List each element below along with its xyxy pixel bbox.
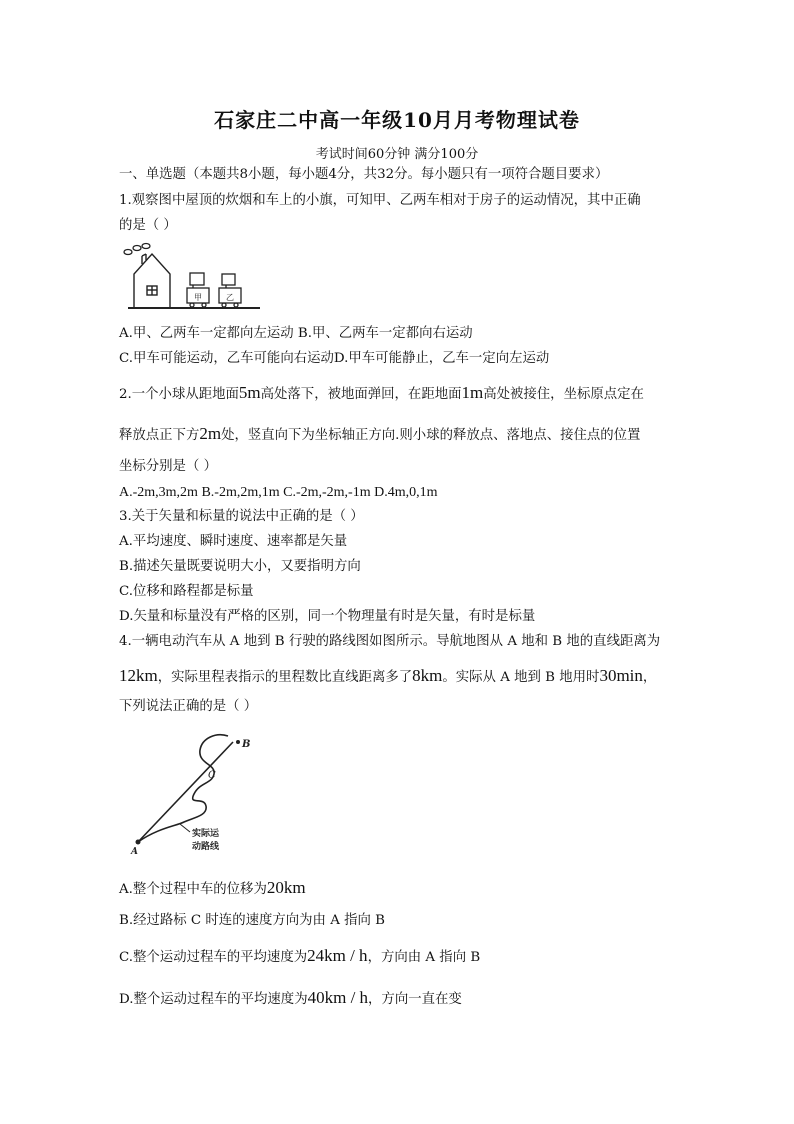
route-label-line2: 动路线	[192, 842, 220, 852]
page-title: 石家庄二中高一年级10月月考物理试卷	[214, 108, 580, 132]
point-a-label: A	[131, 847, 138, 857]
q2-options: A.-2m,3m,2m B.-2m,2m,1m C.-2m,-2m,-1m D.4m,0,1m	[119, 485, 438, 500]
route-label-line1: 实际运	[192, 829, 220, 839]
q4-stem-line2: 12km，实际里程表指示的里程数比直线距离多了8km。实际从 A 地到 B 地用时30min，	[119, 666, 657, 685]
q3-option-b: B.描述矢量既要说明大小，又要指明方向	[119, 559, 361, 574]
q1-stem-line2: 的是（ ）	[119, 218, 177, 233]
q3-option-c: C.位移和路程都是标量	[119, 584, 254, 599]
q4-option-d: D.整个运动过程车的平均速度为40km / h，方向一直在变	[119, 988, 462, 1007]
section-heading: 一、单选题（本题共8小题，每小题4分，共32分。每小题只有一项符合题目要求）	[119, 167, 609, 182]
exam-info: 考试时间60分钟 满分100分	[315, 147, 479, 162]
q2-stem-line3: 坐标分别是（ ）	[119, 459, 217, 474]
q4-route-figure	[128, 728, 268, 858]
point-c-label: C	[208, 770, 216, 781]
q2-stem-line2: 释放点正下方2m处，竖直向下为坐标轴正方向.则小球的释放点、落地点、接住点的位置	[119, 424, 641, 443]
q1-figure-house-cars	[120, 240, 265, 312]
q3-option-d: D.矢量和标量没有严格的区别，同一个物理量有时是矢量，有时是标量	[119, 609, 536, 624]
q2-stem-line1: 2.一个小球从距地面5m高处落下，被地面弹回，在距地面1m高处被接住，坐标原点定在	[119, 383, 644, 402]
q3-option-a: A.平均速度、瞬时速度、速率都是矢量	[119, 534, 348, 549]
q3-stem: 3.关于矢量和标量的说法中正确的是（ ）	[119, 509, 364, 524]
q4-stem-line1: 4.一辆电动汽车从 A 地到 B 行驶的路线图如图所示。导航地图从 A 地和 B 地的直线距离为	[119, 634, 661, 649]
q4-option-c: C.整个运动过程车的平均速度为24km / h，方向由 A 指向 B	[119, 946, 481, 965]
car-jia-label: 甲	[194, 293, 202, 302]
q1-options-cd: C.甲车可能运动，乙车可能向右运动D.甲车可能静止，乙车一定向左运动	[119, 351, 550, 366]
car-yi-label: 乙	[226, 293, 234, 302]
q4-option-a: A.整个过程中车的位移为20km	[119, 878, 306, 897]
q4-stem-line3: 下列说法正确的是（ ）	[119, 699, 258, 714]
q1-options-ab: A.甲、乙两车一定都向左运动 B.甲、乙两车一定都向右运动	[119, 326, 473, 341]
q1-stem-line1: 1.观察图中屋顶的炊烟和车上的小旗，可知甲、乙两车相对于房子的运动情况，其中正确	[119, 193, 641, 208]
point-b-label: B	[242, 739, 251, 750]
q4-option-b: B.经过路标 C 时连的速度方向为由 A 指向 B	[119, 913, 385, 928]
